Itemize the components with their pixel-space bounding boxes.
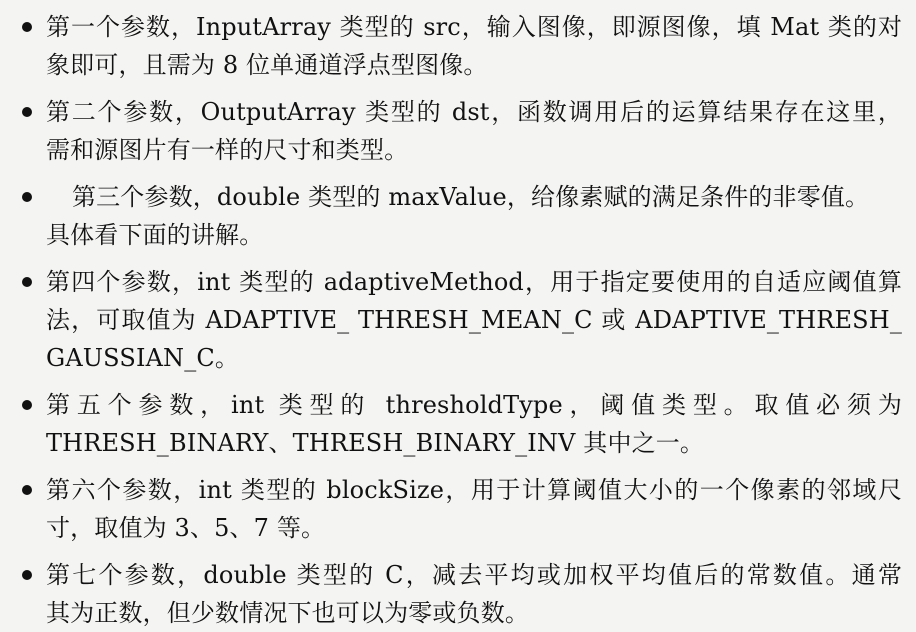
list-item-param-5 (12, 386, 902, 462)
list-item-line: 第三个参数，double 类型的 maxValue，给像素赋的满足条件的非零值。 (72, 183, 870, 211)
list-item-line: 第四个参数，int 类型的 adaptiveMethod，用于指定要使用的自适应阈值算 (46, 268, 902, 296)
list-item-line: 第五个参数，int 类型的 thresholdType，阈值类型。取值必须为 (46, 391, 902, 419)
list-item-param-6 (12, 471, 902, 547)
list-item-line: 第六个参数，int 类型的 blockSize，用于计算阈值大小的一个像素的邻域尺 (46, 476, 902, 504)
list-item-param-4 (12, 263, 902, 377)
list-item-line: 寸，取值为 3、5、7 等。 (46, 514, 326, 542)
list-item-param-1 (12, 8, 902, 84)
list-item-line: 第一个参数，InputArray 类型的 src，输入图像，即源图像，填 Mat 类的对 (46, 13, 902, 41)
list-item-line: 需和源图片有一样的尺寸和类型。 (46, 136, 409, 164)
list-item-param-7 (12, 556, 902, 632)
list-item-line: 第七个参数，double 类型的 C，减去平均或加权平均值后的常数值。通常 (46, 561, 902, 589)
list-item-param-3 (12, 178, 902, 254)
list-item-line: 其为正数，但少数情况下也可以为零或负数。 (46, 599, 529, 627)
list-item-line: GAUSSIAN_C。 (46, 344, 240, 372)
list-item-param-2 (12, 93, 902, 169)
parameter-list (12, 8, 902, 632)
list-item-line: 第二个参数，OutputArray 类型的 dst，函数调用后的运算结果存在这里， (46, 98, 902, 126)
list-item-line: 具体看下面的讲解。 (46, 221, 264, 249)
list-item-line: 法，可取值为 ADAPTIVE_ THRESH_MEAN_C 或 ADAPTIVE_THRESH_ (46, 306, 902, 334)
list-item-line: 象即可，且需为 8 位单通道浮点型图像。 (46, 51, 488, 79)
list-item-line: THRESH_BINARY、THRESH_BINARY_INV 其中之一。 (46, 429, 705, 457)
